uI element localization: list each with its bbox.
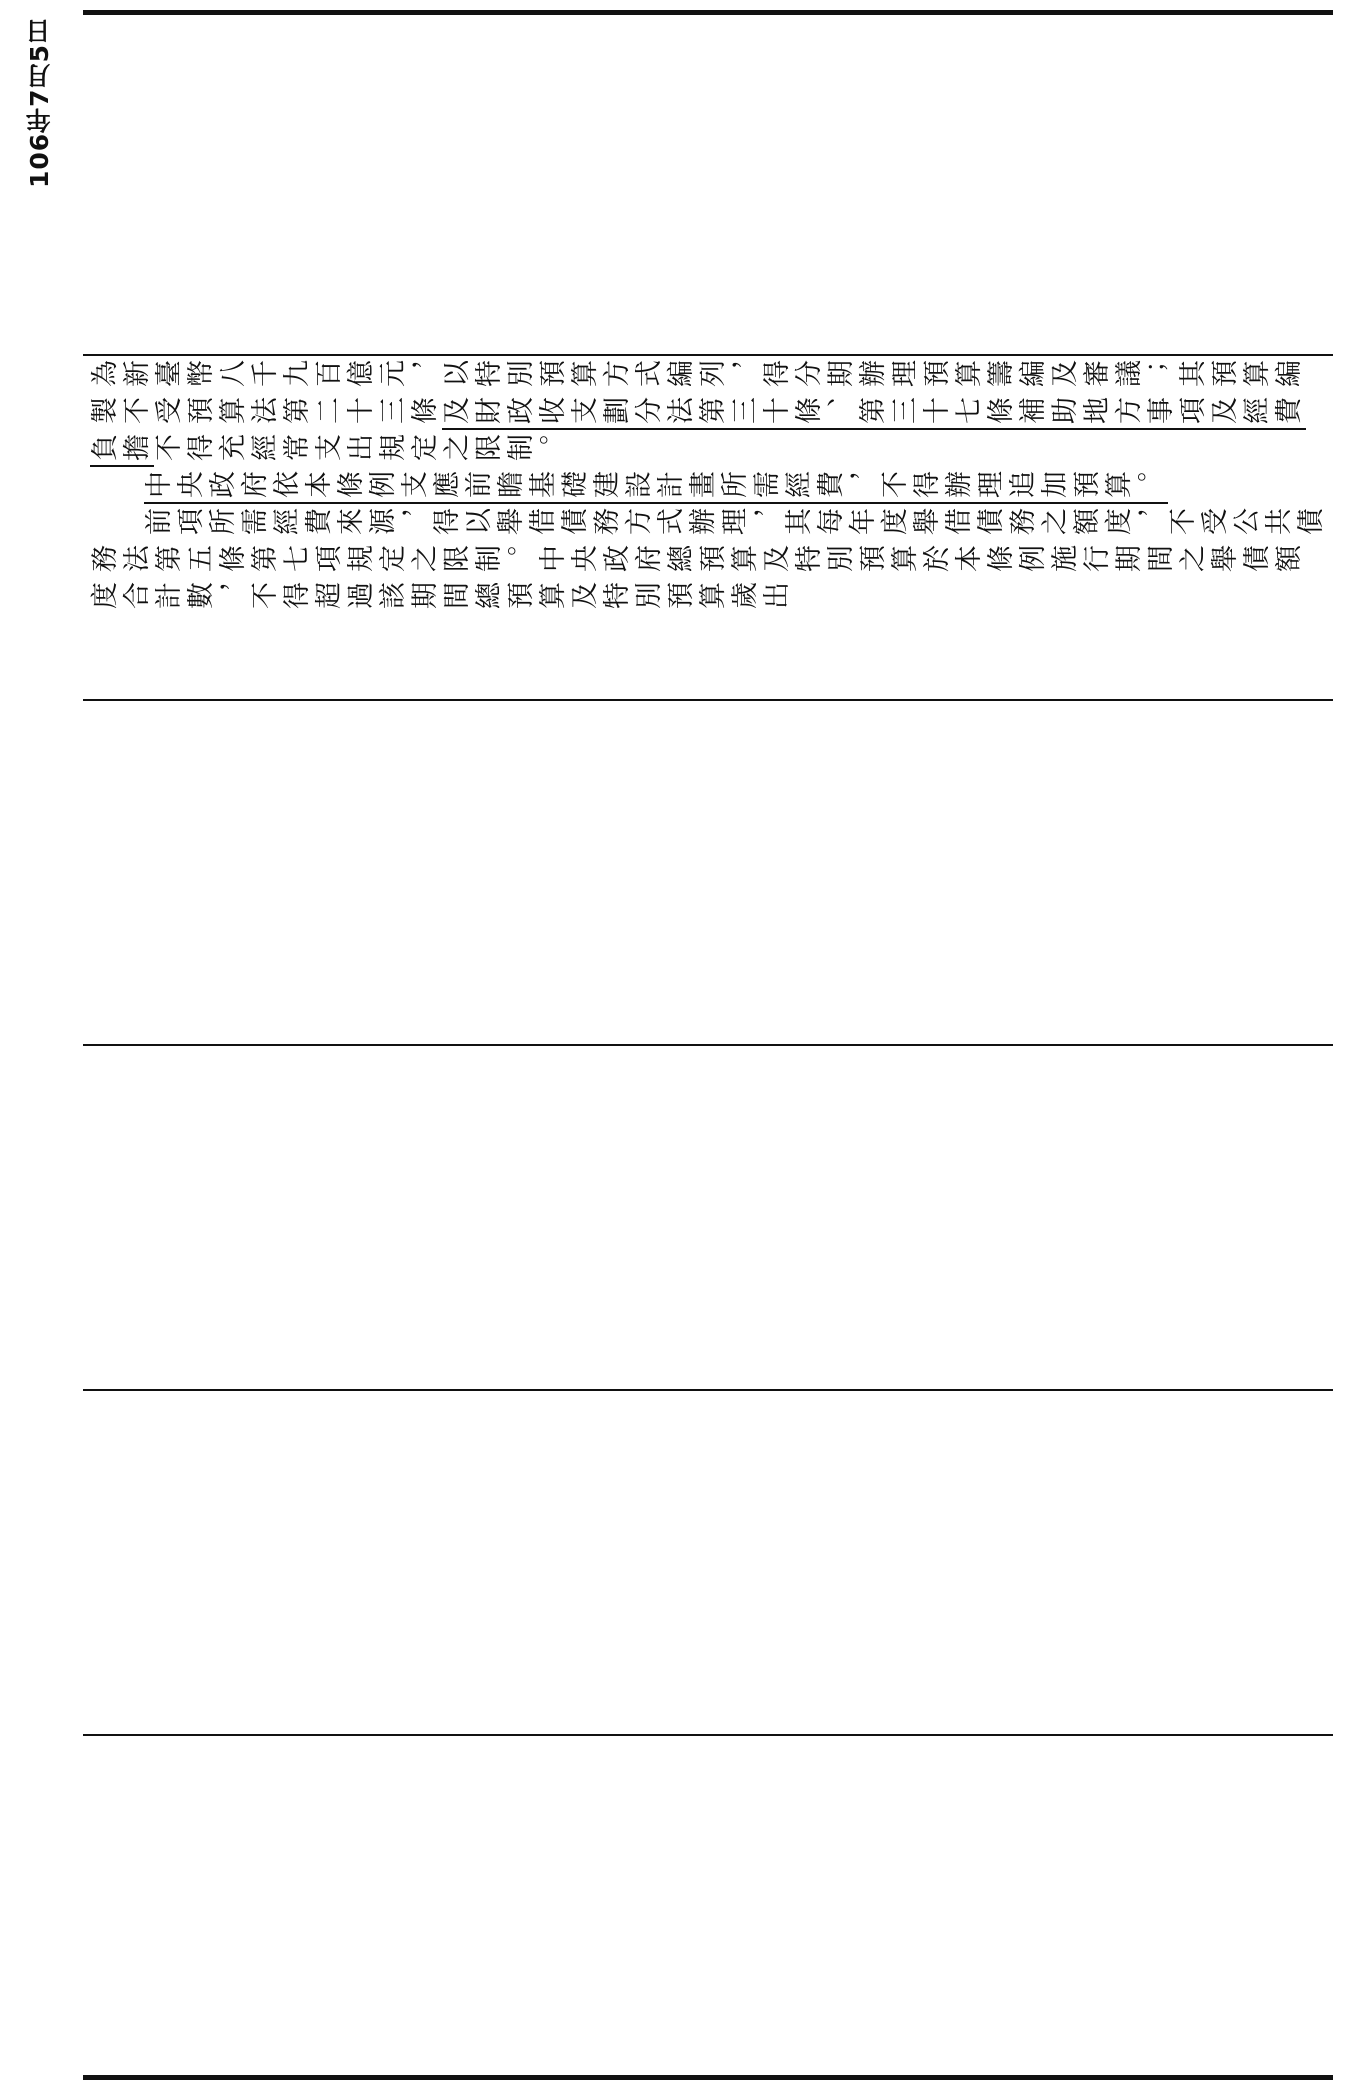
paragraph-no-supplementary [90,469,1330,506]
row-divider [83,699,1333,701]
bottom-border [83,2075,1333,2080]
row-divider [83,1734,1333,1736]
text-segment: 不得充經常支出規定之限制。 [154,435,570,466]
amended-text-cell [90,358,1330,698]
row-divider [83,354,1333,356]
amended-text-body [90,358,1330,698]
paragraph-funding [90,358,1330,469]
row-divider [83,1389,1333,1391]
amended-segment: 及財政收支劃分法第三十條、第三十七條補助地方事項及經費負擔 [90,398,1306,466]
text-segment: 為新臺幣八千九百億元，以特別預算方式編列，得分期辦理預算籌編及審議；其預算編製不受預算法第二十三條 [90,361,1306,429]
top-border [83,10,1333,15]
page-date-header [22,18,58,218]
paragraph-debt [90,506,1330,617]
date-text: 106年7月5日 [25,18,54,188]
text-segment: 前項所需經費來源，得以舉借債務方式辦理，其每年度舉借債務之額度，不受公共債務法第五條第七項規定之限制。中央政府總預算及特別預算於本條例施行期間之舉債額度合計數，不得超過該期間總預算及特別預算歲出 [90,509,1328,614]
amended-segment: 中央政府依本條例支應前瞻基礎建設計畫所需經費，不得辦理追加預算。 [144,472,1168,503]
row-divider [83,1044,1333,1046]
